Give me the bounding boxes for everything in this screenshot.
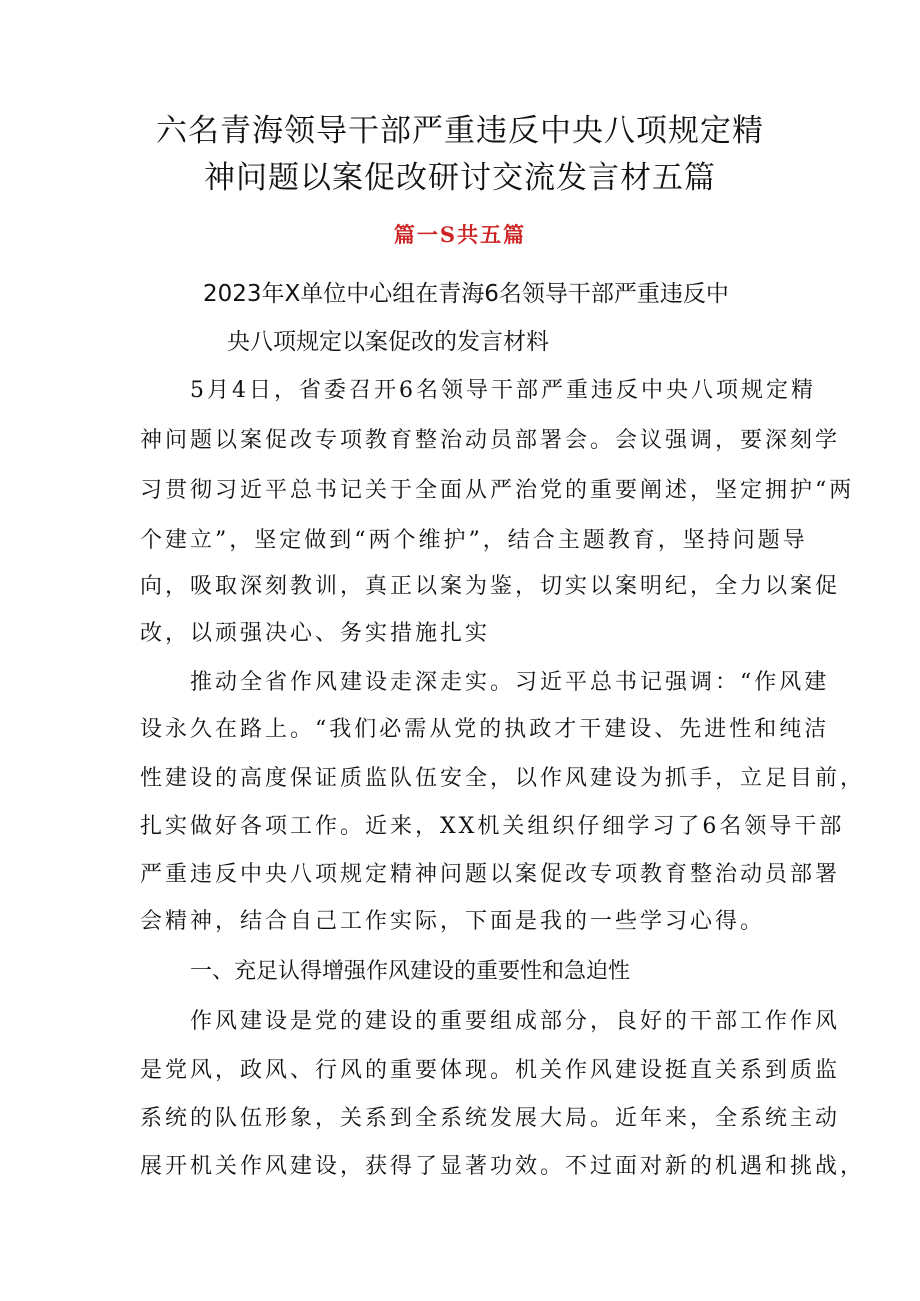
paragraph-3-line: 系统的队伍形象，关系到全系统发展大局。近年来，全系统主动	[140, 1106, 841, 1131]
article-heading-line-2: 央八项规定以案促改的发言材料	[227, 329, 549, 355]
paragraph-1-line: 向，吸取深刻教训，真正以案为鉴，切实以案明纪，全力以案促	[140, 574, 841, 599]
document-subtitle: 篇一S共五篇	[393, 222, 527, 247]
document-title-line-1: 六名青海领导干部严重违反中央八项规定精	[156, 113, 764, 149]
paragraph-1-line: 习贯彻习近平总书记关于全面从严治党的重要阐述，坚定拥护“两	[140, 478, 855, 503]
paragraph-3-line: 是党风，政风、行风的重要体现。机关作风建设挺直关系到质监	[140, 1058, 841, 1083]
paragraph-3-line: 作风建设是党的建设的重要组成部分，良好的干部工作作风	[190, 1009, 841, 1034]
document-title-line-2: 神问题以案促改研讨交流发言材五篇	[204, 160, 716, 196]
paragraph-2-line: 推动全省作风建设走深走实。习近平总书记强调：“作风建	[190, 670, 830, 695]
article-heading-line-1: 2023年X单位中心组在青海6名领导干部严重违反中	[203, 281, 729, 307]
paragraph-2-line: 性建设的高度保证质监队伍安全，以作风建设为抓手，立足目前，	[140, 766, 866, 791]
paragraph-2-line: 扎实做好各项工作。近来，XX机关组织仔细学习了6名领导干部	[140, 814, 845, 839]
paragraph-2-line: 设永久在路上。“我们必需从党的执政才干建设、先进性和纯洁	[140, 717, 830, 742]
paragraph-1-line: 神问题以案促改专项教育整治动员部署会。会议强调，要深刻学	[140, 428, 841, 453]
paragraph-2-line: 严重违反中央八项规定精神问题以案促改专项教育整治动员部署	[140, 862, 841, 887]
paragraph-1-line: 改，以顽强决心、务实措施扎实	[140, 621, 491, 646]
section-heading-1: 一、充足认得增强作风建设的重要性和急迫性	[190, 959, 631, 984]
paragraph-3-line: 展开机关作风建设，获得了显著功效。不过面对新的机遇和挑战，	[140, 1154, 866, 1179]
paragraph-2-line: 会精神，结合自己工作实际，下面是我的一些学习心得。	[140, 909, 766, 934]
paragraph-1-line: 个建立”，坚定做到“两个维护”，结合主题教育，坚持问题导	[140, 528, 808, 553]
paragraph-1-line: 5月4日，省委召开6名领导干部严重违反中央八项规定精	[190, 378, 816, 403]
